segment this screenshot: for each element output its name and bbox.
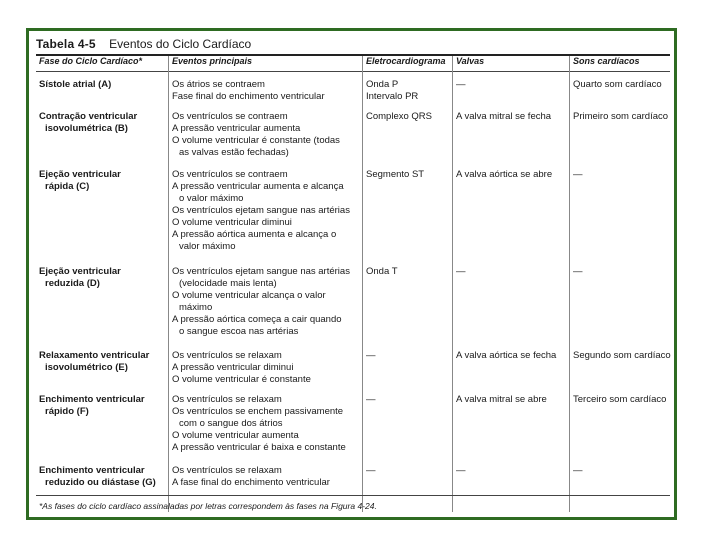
- column-divider: [452, 56, 453, 512]
- phase-label: isovolumétrica (B): [45, 123, 128, 134]
- phase-cell: [39, 266, 169, 290]
- ecg-cell: [366, 350, 450, 362]
- phase-label: Contração ventricular: [39, 111, 138, 122]
- event-line: (velocidade mais lenta): [179, 278, 277, 289]
- event-line: as valvas estão fechadas): [179, 147, 289, 158]
- event-line: A pressão ventricular aumenta: [172, 123, 301, 134]
- ecg-line: Onda P: [366, 79, 399, 90]
- ecg-cell: [366, 79, 450, 103]
- ecg-cell: [366, 169, 450, 181]
- event-line: Os ventrículos se relaxam: [172, 465, 282, 476]
- event-line: o valor máximo: [179, 193, 244, 204]
- event-line: O volume ventricular aumenta: [172, 430, 299, 441]
- valve-cell: —: [456, 266, 466, 277]
- ecg-line: Complexo QRS: [366, 111, 432, 122]
- event-line: A pressão ventricular é baixa e constante: [172, 442, 346, 453]
- ecg-cell: [366, 266, 450, 278]
- event-line: A pressão aórtica aumenta e alcança o: [172, 229, 337, 240]
- valve-cell: —: [456, 79, 466, 90]
- ecg-line: Onda T: [366, 266, 398, 277]
- event-line: Os ventrículos se contraem: [172, 111, 288, 122]
- event-line: A fase final do enchimento ventricular: [172, 477, 330, 488]
- events-cell: [172, 350, 364, 386]
- ecg-line: —: [366, 350, 376, 361]
- phase-label: Ejeção ventricular: [39, 266, 121, 277]
- valve-cell: —: [456, 465, 466, 476]
- phase-label: isovolumétrico (E): [45, 362, 128, 373]
- header-valves: Valvas: [456, 56, 485, 66]
- phase-label: Ejeção ventricular: [39, 169, 121, 180]
- event-line: o sangue escoa nas artérias: [179, 326, 299, 337]
- event-line: Os átrios se contraem: [172, 79, 265, 90]
- sound-cell: —: [573, 465, 583, 476]
- event-line: Os ventrículos se relaxam: [172, 394, 282, 405]
- event-line: Os ventrículos ejetam sangue nas artérias: [172, 205, 350, 216]
- table-frame: [26, 28, 677, 520]
- header-divider: [36, 71, 670, 72]
- sound-cell: —: [573, 266, 583, 277]
- table-number: Tabela 4-5: [36, 37, 96, 51]
- sound-cell: —: [573, 169, 583, 180]
- phase-cell: [39, 394, 169, 418]
- ecg-line: —: [366, 394, 376, 405]
- events-cell: [172, 79, 364, 103]
- footnote-divider: [36, 495, 670, 496]
- phase-cell: [39, 350, 169, 374]
- table-footnote: *As fases do ciclo cardíaco assinaladas por letras correspondem às fases na Figura 4-24.: [39, 501, 377, 511]
- sound-cell: Terceiro som cardíaco: [573, 394, 667, 405]
- event-line: A pressão ventricular diminui: [172, 362, 294, 373]
- event-line: Fase final do enchimento ventricular: [172, 91, 325, 102]
- event-line: Os ventrículos se enchem passivamente: [172, 406, 344, 417]
- phase-label: reduzido ou diástase (G): [45, 477, 156, 488]
- ecg-cell: [366, 394, 450, 406]
- phase-cell: [39, 111, 169, 135]
- column-divider: [569, 56, 570, 512]
- valve-cell: A valva mitral se fecha: [456, 111, 552, 122]
- event-line: com o sangue dos átrios: [179, 418, 283, 429]
- ecg-line: Segmento ST: [366, 169, 425, 180]
- ecg-line: Intervalo PR: [366, 91, 419, 102]
- header-phase: Fase do Ciclo Cardíaco*: [39, 56, 143, 66]
- phase-cell: [39, 465, 169, 489]
- event-line: Os ventrículos se relaxam: [172, 350, 282, 361]
- valve-cell: A valva mitral se abre: [456, 394, 547, 405]
- phase-label: Sístole atrial (A): [39, 79, 112, 90]
- ecg-cell: [366, 465, 450, 477]
- event-line: O volume ventricular alcança o valor: [172, 290, 326, 301]
- phase-label: rápido (F): [45, 406, 89, 417]
- sound-cell: Quarto som cardíaco: [573, 79, 662, 90]
- ecg-line: —: [366, 465, 376, 476]
- event-line: máximo: [179, 302, 213, 313]
- phase-label: Enchimento ventricular: [39, 394, 145, 405]
- header-events: Eventos principais: [172, 56, 253, 66]
- events-cell: [172, 394, 364, 454]
- table-title: Eventos do Ciclo Cardíaco: [109, 37, 252, 51]
- phase-label: Enchimento ventricular: [39, 465, 145, 476]
- events-cell: [172, 169, 364, 253]
- ecg-cell: [366, 111, 450, 123]
- sound-cell: Segundo som cardíaco: [573, 350, 671, 361]
- valve-cell: A valva aórtica se abre: [456, 169, 553, 180]
- header-sounds: Sons cardíacos: [573, 56, 640, 66]
- table-title-bar: [36, 34, 670, 56]
- sound-cell: Primeiro som cardíaco: [573, 111, 669, 122]
- header-ecg: Eletrocardiograma: [366, 56, 446, 66]
- phase-label: reduzida (D): [45, 278, 100, 289]
- event-line: O volume ventricular é constante (todas: [172, 135, 340, 146]
- event-line: Os ventrículos ejetam sangue nas artérias: [172, 266, 350, 277]
- event-line: valor máximo: [179, 241, 236, 252]
- event-line: O volume ventricular diminui: [172, 217, 292, 228]
- events-cell: [172, 111, 364, 159]
- phase-label: rápida (C): [45, 181, 90, 192]
- phase-cell: [39, 79, 169, 91]
- events-cell: [172, 465, 364, 489]
- phase-label: Relaxamento ventricular: [39, 350, 150, 361]
- event-line: A pressão aórtica começa a cair quando: [172, 314, 342, 325]
- event-line: O volume ventricular é constante: [172, 374, 311, 385]
- event-line: A pressão ventricular aumenta e alcança: [172, 181, 344, 192]
- events-cell: [172, 266, 364, 338]
- valve-cell: A valva aórtica se fecha: [456, 350, 557, 361]
- phase-cell: [39, 169, 169, 193]
- event-line: Os ventrículos se contraem: [172, 169, 288, 180]
